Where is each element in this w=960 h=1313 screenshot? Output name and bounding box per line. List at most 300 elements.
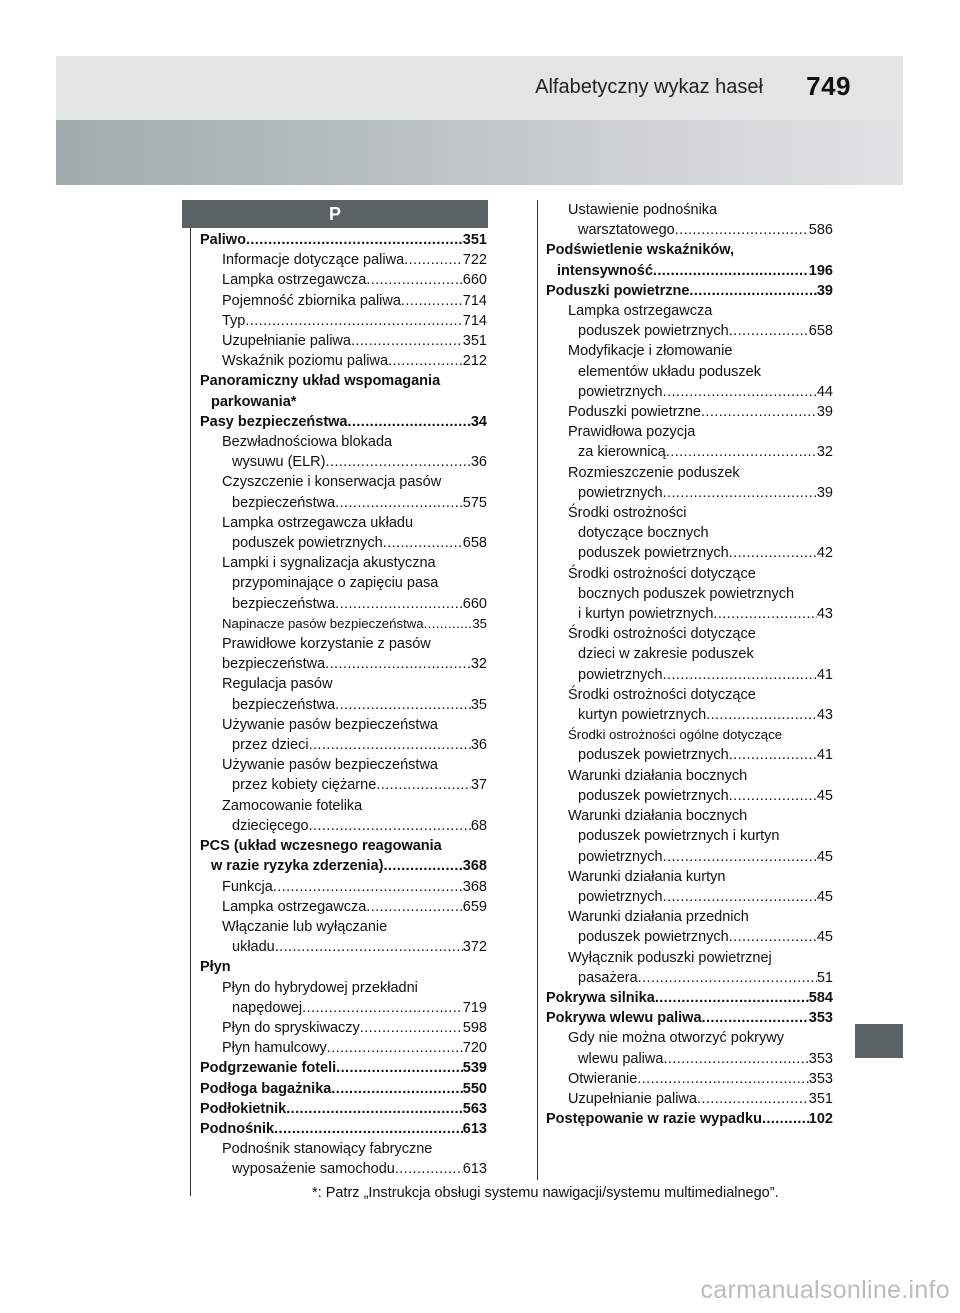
- footnote: *: Patrz „Instrukcja obsługi systemu nawigacji/systemu multimedialnego”.: [312, 1185, 779, 1201]
- index-entry: [546, 341, 833, 361]
- entry-term: wyposażenie samochodu: [232, 1161, 395, 1178]
- index-entry: [200, 775, 487, 795]
- entry-term: Warunki działania przednich: [568, 909, 749, 926]
- index-entry: [200, 594, 487, 614]
- entry-page-number: 372: [462, 939, 487, 956]
- dot-leader: [663, 847, 817, 867]
- entry-term: Warunki działania bocznych: [568, 808, 748, 825]
- entry-page-number: 351: [808, 1090, 833, 1107]
- entry-page-number: 659: [462, 898, 487, 915]
- index-entry: [200, 432, 487, 452]
- index-entry: [200, 614, 487, 634]
- index-entry: [200, 735, 487, 755]
- index-entry: [200, 493, 487, 513]
- dot-leader: [653, 261, 809, 281]
- entry-term: Lampka ostrzegawcza: [222, 272, 367, 289]
- entry-page-number: 45: [816, 787, 833, 804]
- index-entry: [546, 1028, 833, 1048]
- entry-term: powietrznych: [578, 383, 663, 400]
- dot-leader: [275, 937, 463, 957]
- entry-page-number: 353: [808, 1010, 833, 1027]
- entry-page-number: 563: [462, 1100, 487, 1117]
- index-entry: [546, 887, 833, 907]
- index-entry: [546, 261, 833, 281]
- dot-leader: [663, 1049, 808, 1069]
- entry-term: Środki ostrożności: [568, 505, 687, 522]
- page-number: 749: [806, 71, 851, 101]
- entry-term: Rozmieszczenie poduszek: [568, 464, 740, 481]
- entry-term: powietrznych: [578, 666, 663, 683]
- entry-page-number: 586: [808, 222, 833, 239]
- dot-leader: [274, 1119, 463, 1139]
- index-entry: [546, 644, 833, 664]
- entry-term: Wskaźnik poziomu paliwa: [222, 353, 389, 370]
- dot-leader: [638, 968, 817, 988]
- index-entry: [200, 755, 487, 775]
- entry-page-number: 42: [816, 545, 833, 562]
- entry-term: Lampka ostrzegawcza: [568, 303, 713, 320]
- entry-term: Modyfikacje i złomowanie: [568, 343, 733, 360]
- entry-term: poduszek powietrznych: [578, 747, 729, 764]
- index-entry: [546, 584, 833, 604]
- dot-leader: [713, 604, 816, 624]
- index-entry: [546, 240, 833, 260]
- index-entry: [200, 573, 487, 593]
- chapter-side-tab[interactable]: [855, 1024, 903, 1058]
- entry-term: Funkcja: [222, 878, 273, 895]
- entry-term: poduszek powietrznych: [232, 535, 383, 552]
- column-divider-middle: [537, 200, 538, 1180]
- entry-term: Podłokietnik: [200, 1100, 287, 1117]
- entry-term: Prawidłowa pozycja: [568, 424, 696, 441]
- index-entry: [200, 1018, 487, 1038]
- entry-page-number: 196: [808, 262, 833, 279]
- entry-term: Podgrzewanie foteli: [200, 1060, 337, 1077]
- index-column-right: [546, 200, 833, 1129]
- entry-term: w razie ryzyka zderzenia): [211, 858, 384, 875]
- entry-term: układu: [232, 939, 275, 956]
- entry-term: poduszek powietrznych: [578, 929, 729, 946]
- index-entry: [200, 1099, 487, 1119]
- entry-term: Wyłącznik poduszki powietrznej: [568, 949, 772, 966]
- entry-term: elementów układu poduszek: [578, 363, 761, 380]
- index-entry: [546, 382, 833, 402]
- index-entry: [546, 200, 833, 220]
- dot-leader: [675, 220, 809, 240]
- entry-term: Napinacze pasów bezpieczeństwa: [222, 615, 424, 631]
- dot-leader: [309, 816, 471, 836]
- entry-term: Podświetlenie wskaźników,: [546, 242, 735, 259]
- entry-page-number: 539: [462, 1060, 487, 1077]
- index-entry: [546, 927, 833, 947]
- index-entry: [546, 1008, 833, 1028]
- entry-term: powietrznych: [578, 888, 663, 905]
- entry-term: Środki ostrożności dotyczące: [568, 565, 756, 582]
- dot-leader: [360, 1018, 463, 1038]
- entry-page-number: 660: [462, 272, 487, 289]
- entry-term: Typ: [222, 312, 246, 329]
- index-entry: [200, 917, 487, 937]
- entry-term: Uzupełnianie paliwa: [568, 1090, 697, 1107]
- dot-leader: [273, 877, 463, 897]
- dot-leader: [689, 281, 816, 301]
- entry-term: bocznych poduszek powietrznych: [578, 585, 795, 602]
- index-entry: [546, 463, 833, 483]
- entry-term: dotyczące bocznych: [578, 525, 709, 542]
- entry-page-number: 43: [816, 707, 833, 724]
- entry-term: Poduszki powietrzne: [546, 282, 690, 299]
- index-entry: [200, 392, 487, 412]
- entry-page-number: 368: [462, 878, 487, 895]
- entry-term: Regulacja pasów: [222, 676, 333, 693]
- index-column-left: [200, 230, 487, 1180]
- index-entry: [546, 665, 833, 685]
- dot-leader: [637, 1069, 808, 1089]
- dot-leader: [697, 1089, 809, 1109]
- entry-page-number: 353: [808, 1070, 833, 1087]
- index-entry: [546, 624, 833, 644]
- index-entry: [200, 472, 487, 492]
- entry-term: Otwieranie: [568, 1070, 638, 1087]
- index-entry: [200, 1058, 487, 1078]
- entry-term: Panoramiczny układ wspomagania: [200, 373, 441, 390]
- entry-term: Gdy nie można otworzyć pokrywy: [568, 1030, 784, 1047]
- entry-page-number: 45: [816, 929, 833, 946]
- entry-term: napędowej: [232, 999, 303, 1016]
- entry-page-number: 550: [462, 1080, 487, 1097]
- index-entry: [546, 968, 833, 988]
- entry-page-number: 44: [816, 383, 833, 400]
- entry-term: Płyn: [200, 959, 231, 976]
- entry-page-number: 714: [462, 312, 487, 329]
- entry-term: Poduszki powietrzne: [568, 404, 701, 421]
- entry-term: Środki ostrożności dotyczące: [568, 626, 756, 643]
- dot-leader: [376, 775, 471, 795]
- dot-leader: [348, 412, 471, 432]
- entry-term: bezpieczeństwa: [232, 595, 336, 612]
- dot-leader: [655, 988, 809, 1008]
- entry-page-number: 720: [462, 1040, 487, 1057]
- dot-leader: [666, 442, 817, 462]
- entry-page-number: 34: [470, 413, 487, 430]
- index-entry: [546, 402, 833, 422]
- index-entry: [200, 856, 487, 876]
- entry-term: Pokrywa wlewu paliwa: [546, 1010, 702, 1027]
- index-entry: [200, 1079, 487, 1099]
- index-entry: [200, 836, 487, 856]
- entry-page-number: 37: [470, 777, 487, 794]
- entry-page-number: 353: [808, 1050, 833, 1067]
- entry-term: dziecięcego: [232, 817, 309, 834]
- dot-leader: [762, 1109, 809, 1129]
- dot-leader: [383, 856, 462, 876]
- dot-leader: [245, 311, 462, 331]
- dot-leader: [388, 351, 463, 371]
- index-entry: [200, 513, 487, 533]
- index-entry: [546, 543, 833, 563]
- index-entry: [546, 907, 833, 927]
- index-entry: [546, 362, 833, 382]
- entry-term: bezpieczeństwa: [232, 494, 336, 511]
- entry-term: Czyszczenie i konserwacja pasów: [222, 474, 442, 491]
- entry-page-number: 39: [816, 282, 833, 299]
- entry-term: wysuwu (ELR): [232, 454, 326, 471]
- entry-term: bezpieczeństwa: [222, 656, 326, 673]
- entry-page-number: 39: [816, 484, 833, 501]
- entry-term: Podnośnik: [200, 1120, 275, 1137]
- dot-leader: [701, 402, 817, 422]
- entry-term: Płyn do hybrydowej przekładni: [222, 979, 418, 996]
- entry-term: intensywność: [557, 262, 653, 279]
- dot-leader: [663, 382, 817, 402]
- index-entry: [200, 371, 487, 391]
- index-entry: [200, 452, 487, 472]
- entry-page-number: 575: [462, 494, 487, 511]
- entry-page-number: 722: [462, 252, 487, 269]
- entry-term: Bezwładnościowa blokada: [222, 434, 393, 451]
- index-entry: [546, 1109, 833, 1129]
- index-entry: [200, 291, 487, 311]
- index-entry: [546, 948, 833, 968]
- index-entry: [200, 553, 487, 573]
- index-entry: [200, 533, 487, 553]
- index-entry: [200, 695, 487, 715]
- entry-page-number: 35: [472, 615, 487, 631]
- dot-leader: [336, 1058, 463, 1078]
- index-entry: [546, 867, 833, 887]
- entry-term: poduszek powietrznych: [578, 545, 729, 562]
- entry-term: Warunki działania bocznych: [568, 767, 748, 784]
- index-entry: [546, 1069, 833, 1089]
- dot-leader: [327, 1038, 463, 1058]
- entry-term: bezpieczeństwa: [232, 696, 336, 713]
- entry-term: Uzupełnianie paliwa: [222, 333, 351, 350]
- entry-page-number: 598: [462, 1019, 487, 1036]
- index-entry: [200, 230, 487, 250]
- index-entry: [546, 766, 833, 786]
- index-entry: [200, 1139, 487, 1159]
- dot-leader: [302, 998, 463, 1018]
- dot-leader: [401, 291, 463, 311]
- index-entry: [200, 654, 487, 674]
- entry-term: za kierownicą: [578, 444, 666, 461]
- entry-page-number: 43: [816, 606, 833, 623]
- dot-leader: [702, 1008, 809, 1028]
- index-entry: [200, 1038, 487, 1058]
- index-entry: [200, 1119, 487, 1139]
- dot-leader: [325, 452, 470, 472]
- entry-term: Podnośnik stanowiący fabryczne: [222, 1141, 433, 1158]
- entry-page-number: 613: [462, 1161, 487, 1178]
- watermark: carmanualsonline.info: [700, 1276, 950, 1304]
- header-banner: [56, 120, 903, 185]
- dot-leader: [729, 786, 817, 806]
- dot-leader: [729, 321, 809, 341]
- dot-leader: [729, 745, 817, 765]
- entry-page-number: 351: [462, 232, 487, 248]
- index-entry: [200, 715, 487, 735]
- index-entry: [200, 998, 487, 1018]
- dot-leader: [383, 533, 463, 553]
- index-entry: [546, 1089, 833, 1109]
- index-entry: [546, 442, 833, 462]
- entry-term: powietrznych: [578, 484, 663, 501]
- entry-page-number: 45: [816, 888, 833, 905]
- index-entry: [200, 412, 487, 432]
- column-divider-left: [190, 228, 191, 1196]
- dot-leader: [663, 483, 817, 503]
- index-entry: [546, 786, 833, 806]
- index-entry: [200, 796, 487, 816]
- entry-page-number: 51: [816, 969, 833, 986]
- entry-page-number: 45: [816, 848, 833, 865]
- entry-term: Płyn do spryskiwaczy: [222, 1019, 360, 1036]
- index-entry: [546, 685, 833, 705]
- entry-term: poduszek powietrznych: [578, 787, 729, 804]
- page-header: [56, 56, 903, 120]
- index-entry: [546, 604, 833, 624]
- entry-term: Lampki i sygnalizacja akustyczna: [222, 555, 436, 572]
- index-entry: [546, 483, 833, 503]
- entry-term: Lampka ostrzegawcza: [222, 898, 367, 915]
- entry-term: przypominające o zapięciu pasa: [232, 575, 439, 592]
- index-entry: [200, 877, 487, 897]
- entry-term: Pojemność zbiornika paliwa: [222, 292, 401, 309]
- entry-page-number: 39: [816, 404, 833, 421]
- entry-term: pasażera: [578, 969, 638, 986]
- dot-leader: [335, 594, 463, 614]
- index-entry: [200, 634, 487, 654]
- entry-term: dzieci w zakresie poduszek: [578, 646, 754, 663]
- entry-page-number: 68: [470, 817, 487, 834]
- entry-page-number: 41: [816, 666, 833, 683]
- entry-term: powietrznych: [578, 848, 663, 865]
- entry-term: Pasy bezpieczeństwa: [200, 413, 348, 430]
- dot-leader: [366, 897, 463, 917]
- index-entry: [200, 250, 487, 270]
- dot-leader: [404, 250, 463, 270]
- index-entry: [200, 331, 487, 351]
- dot-leader: [729, 927, 817, 947]
- dot-leader: [325, 654, 471, 674]
- entry-page-number: 719: [462, 999, 487, 1016]
- entry-term: Podłoga bagażnika: [200, 1080, 332, 1097]
- entry-term: poduszek powietrznych: [578, 323, 729, 340]
- entry-term: poduszek powietrznych i kurtyn: [578, 828, 780, 845]
- entry-term: Lampka ostrzegawcza układu: [222, 514, 414, 531]
- index-entry: [200, 1159, 487, 1179]
- entry-term: Warunki działania kurtyn: [568, 868, 726, 885]
- entry-term: PCS (układ wczesnego reagowania: [200, 838, 442, 855]
- entry-term: przez kobiety ciężarne: [232, 777, 377, 794]
- index-entry: [200, 897, 487, 917]
- entry-term: Postępowanie w razie wypadku: [546, 1111, 762, 1128]
- index-entry: [546, 988, 833, 1008]
- index-entry: [200, 978, 487, 998]
- entry-page-number: 32: [470, 656, 487, 673]
- dot-leader: [309, 735, 471, 755]
- entry-term: Prawidłowe korzystanie z pasów: [222, 636, 431, 653]
- entry-term: kurtyn powietrznych: [578, 707, 707, 724]
- entry-term: Paliwo: [200, 232, 246, 248]
- entry-term: i kurtyn powietrznych: [578, 606, 714, 623]
- entry-page-number: 36: [470, 454, 487, 471]
- entry-term: Zamocowanie fotelika: [222, 797, 363, 814]
- index-entry: [200, 674, 487, 694]
- entry-term: parkowania*: [211, 393, 297, 410]
- entry-term: Włączanie lub wyłączanie: [222, 918, 388, 935]
- entry-page-number: 658: [462, 535, 487, 552]
- entry-page-number: 351: [462, 333, 487, 350]
- entry-term: Używanie pasów bezpieczeństwa: [222, 716, 438, 733]
- index-entry: [546, 745, 833, 765]
- index-entry: [200, 937, 487, 957]
- dot-leader: [395, 1159, 463, 1179]
- entry-page-number: 584: [808, 989, 833, 1006]
- dot-leader: [424, 614, 473, 634]
- index-entry: [200, 270, 487, 290]
- dot-leader: [351, 331, 463, 351]
- entry-term: warsztatowego: [578, 222, 675, 239]
- entry-page-number: 714: [462, 292, 487, 309]
- entry-term: Ustawienie podnośnika: [568, 202, 718, 218]
- entry-term: przez dzieci: [232, 737, 309, 754]
- entry-page-number: 212: [462, 353, 487, 370]
- index-entry: [200, 311, 487, 331]
- index-entry: [546, 564, 833, 584]
- index-entry: [546, 503, 833, 523]
- index-entry: [546, 523, 833, 543]
- index-entry: [546, 1049, 833, 1069]
- dot-leader: [286, 1099, 463, 1119]
- index-entry: [546, 281, 833, 301]
- entry-page-number: 102: [808, 1111, 833, 1128]
- index-entry: [546, 806, 833, 826]
- dot-leader: [706, 705, 817, 725]
- entry-page-number: 660: [462, 595, 487, 612]
- entry-page-number: 35: [470, 696, 487, 713]
- index-entry: [546, 422, 833, 442]
- dot-leader: [663, 887, 817, 907]
- dot-leader: [331, 1079, 462, 1099]
- dot-leader: [246, 230, 463, 250]
- entry-page-number: 36: [470, 737, 487, 754]
- index-entry: [200, 816, 487, 836]
- entry-page-number: 368: [462, 858, 487, 875]
- entry-term: Płyn hamulcowy: [222, 1040, 327, 1057]
- entry-page-number: 613: [462, 1120, 487, 1137]
- dot-leader: [335, 493, 463, 513]
- entry-term: Pokrywa silnika: [546, 989, 655, 1006]
- entry-page-number: 32: [816, 444, 833, 461]
- dot-leader: [366, 270, 463, 290]
- index-entry: [200, 957, 487, 977]
- entry-term: Środki ostrożności dotyczące: [568, 686, 756, 703]
- entry-term: wlewu paliwa: [578, 1050, 664, 1067]
- index-entry: [546, 847, 833, 867]
- entry-term: Informacje dotyczące paliwa: [222, 252, 405, 269]
- entry-page-number: 41: [816, 747, 833, 764]
- dot-leader: [729, 543, 817, 563]
- entry-term: Używanie pasów bezpieczeństwa: [222, 757, 438, 774]
- header-title: Alfabetyczny wykaz haseł: [535, 76, 763, 98]
- entry-page-number: 658: [808, 323, 833, 340]
- index-entry: [546, 321, 833, 341]
- index-entry: [546, 220, 833, 240]
- index-entry: [200, 351, 487, 371]
- index-entry: [546, 826, 833, 846]
- dot-leader: [663, 665, 817, 685]
